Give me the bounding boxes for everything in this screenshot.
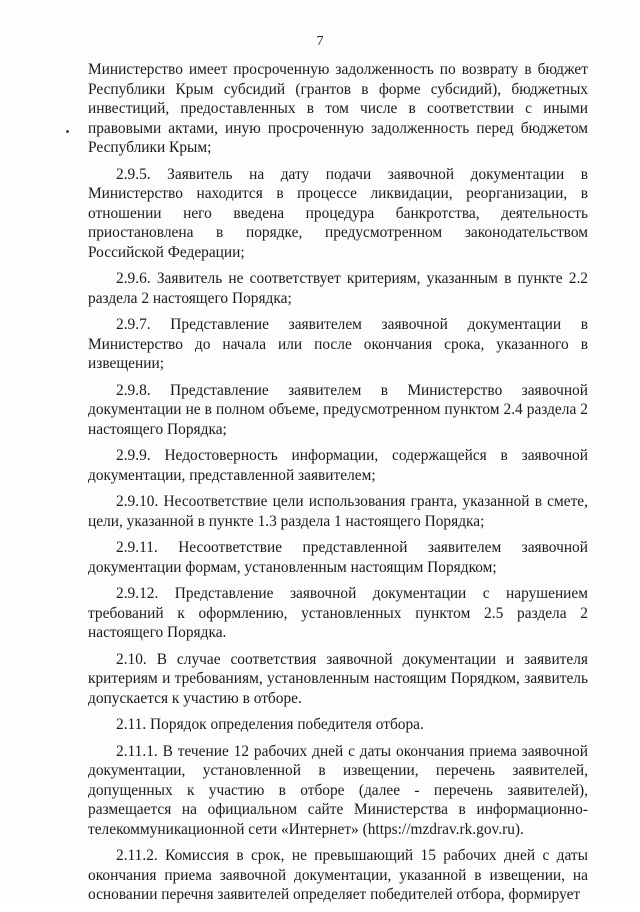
paragraph-2-9-6: 2.9.6. Заявитель не соответствует критериям, указанным в пункте 2.2 раздела 2 настоящего Порядка;	[88, 270, 588, 307]
paragraph-2-9-7: 2.9.7. Представление заявителем заявочной документации в Министерство до начала или после окончания срока, указанного в извещении;	[88, 316, 588, 372]
paragraph-2-9-12: 2.9.12. Представление заявочной документации с нарушением требований к оформлению, установленных пунктом 2.5 раздела 2 настоящего Порядка.	[88, 585, 588, 641]
paragraph-2-11: 2.11. Порядок определения победителя отбора.	[116, 716, 424, 733]
paragraph-2-9-9: 2.9.9. Недостоверность информации, содержащейся в заявочной документации, представленной заявителем;	[88, 447, 588, 484]
paragraph-2-11-1: 2.11.1. В течение 12 рабочих дней с даты окончания приема заявочной документации, установленной в извещении, перечень заявителей, допущенных к участию в отборе (далее - перечень заявителей), размещается на официальном сайте Министерства в информационно-телекоммуникационной сети «Интернет» (https://mzdrav.rk.gov.ru).	[88, 742, 588, 838]
document-body	[88, 60, 588, 912]
paragraph-2-9-10: 2.9.10. Несоответствие цели использования гранта, указанной в смете, цели, указанной в пункте 1.3 раздела 1 настоящего Порядка;	[88, 493, 588, 530]
paragraph-2-9-11: 2.9.11. Несоответствие представленной заявителем заявочной документации формам, установленным настоящим Порядком;	[88, 539, 588, 576]
paragraph-2-9-5: 2.9.5. Заявитель на дату подачи заявочной документации в Министерство находится в процессе ликвидации, реорганизации, в отношении него введена процедура банкротства, деятельность приостановлена в порядке, предусмотренном законодательством Российской Федерации;	[88, 165, 588, 261]
paragraph-2-9-8: 2.9.8. Представление заявителем в Министерство заявочной документации не в полном объеме, предусмотренном пунктом 2.4 раздела 2 настоящего Порядка;	[88, 381, 588, 438]
page-number: 7	[316, 34, 324, 49]
paragraph-2-10: 2.10. В случае соответствия заявочной документации и заявителя критериям и требованиям, установленным настоящим Порядком, заявитель допускается к участию в отборе.	[88, 650, 588, 707]
paragraph-continuation: Министерство имеет просроченную задолженность по возврату в бюджет Республики Крым субсидий (грантов в форме субсидий), бюджетных инвестиций, предоставленных в том числе в соответствии с иными правовыми актами, иную просроченную задолженность перед бюджетом Республики Крым;	[88, 61, 588, 156]
scan-speck	[66, 130, 69, 133]
paragraph-2-11-2: 2.11.2. Комиссия в срок, не превышающий 15 рабочих дней с даты окончания приема заявочной документации, указанной в извещении, на основании перечня заявителей определяет победителей отбора, формирует	[88, 847, 588, 903]
